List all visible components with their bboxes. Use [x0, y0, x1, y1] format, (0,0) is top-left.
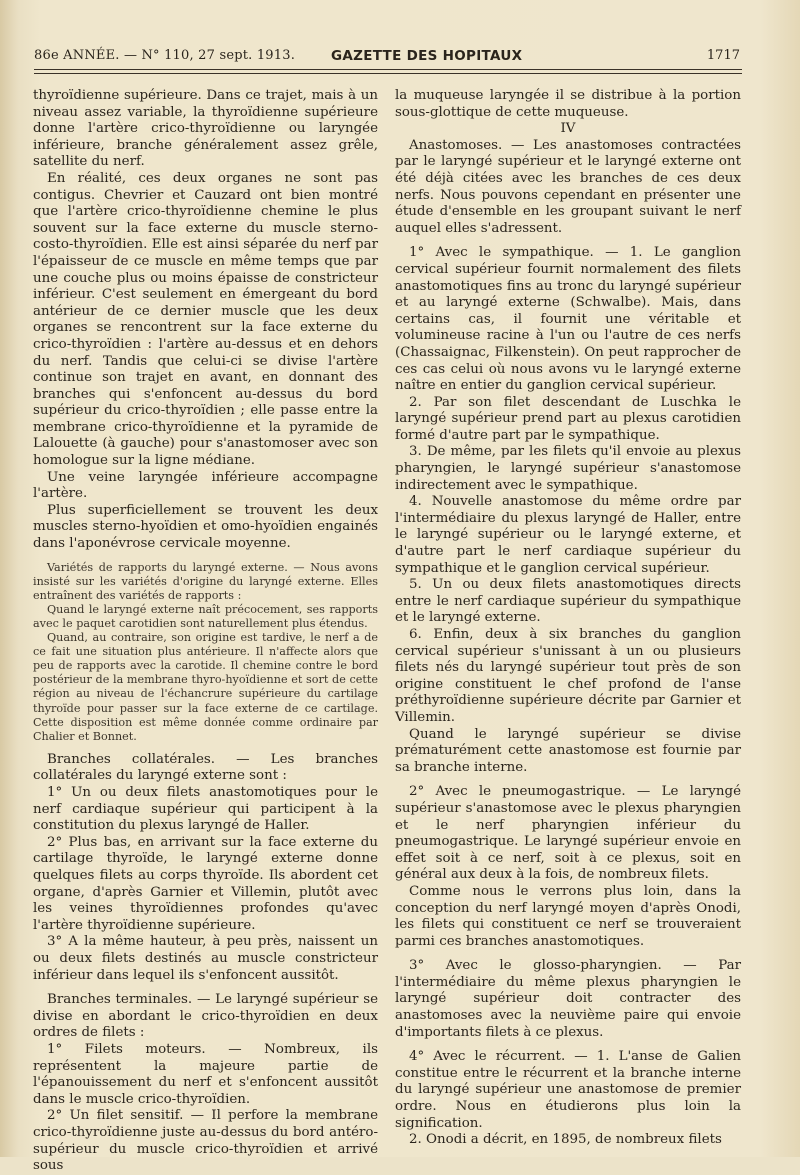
section-paragraph: Branches terminales. — Le laryngé supérieur se divise en abordant le crico-thyroïdien en deux ordres de filets : [33, 992, 378, 1041]
header-rule [34, 69, 742, 70]
paragraph: En réalité, ces deux organes ne sont pas contigus. Chevrier et Cauzard ont bien montré que l'artère crico-thyroïdienne chemine le plus souvent sur la face externe du muscle sterno-costo-thyroïdien. Elle est ainsi séparée du nerf par l'épaisseur de ce muscle en même temps que par une couche plus ou moins épaisse de constricteur inférieur. C'est seulement en émergeant du bord antérieur de ce dernier muscle que les deux organes se rencontrent sur la face externe du crico-thyroïdien : l'artère au-dessus et en dehors du nerf. Tandis que celui-ci se divise l'artère continue son trajet en avant, en donnant des branches qui s'enfoncent au-dessus du bord supérieur du crico-thyroïdien ; elle passe entre la membrane crico-thyroïdienne et la pyramide de Lalouette (à gauche) pour s'anastomoser avec son homologue sur la ligne médiane. [33, 170, 378, 469]
note-paragraph: Quand, au contraire, son origine est tardive, le nerf a de ce fait une situation plus antérieure. Il n'affecte alors que peu de rapports avec la carotide. Il chemine contre le bord postérieur de la membrane thyro-hyoïdienne et sort de cette région au niveau de l'échancrure supérieure du cartilage thyroïde pour passer sur la face externe de ce cartilage. Cette disposition est même donnée comme ordinaire par Chalier et Bonnet. [33, 631, 378, 743]
journal-title: GAZETTE DES HOPITAUX [331, 48, 523, 64]
note-paragraph: Variétés de rapports du laryngé externe. — Nous avons insisté sur les variétés d'origine du laryngé externe. Elles entraînent des variétés de rapports : [33, 560, 378, 602]
subsection-paragraph: 4° Avec le récurrent. — 1. L'anse de Galien constitue entre le récurrent et la branche interne du laryngé supérieur une anastomose de premier ordre. Nous en étudierons plus loin la signification. [395, 1049, 741, 1131]
note-paragraph: Quand le laryngé externe naît précocement, ses rapports avec le paquet carotidien sont naturellement plus étendus. [33, 602, 378, 630]
issue-info: 86e ANNÉE. — N° 110, 27 sept. 1913. [34, 48, 296, 63]
paragraph: 3° A la même hauteur, à peu près, naissent un ou deux filets destinés au muscle constricteur inférieur dans lequel ils s'enfoncent aussitôt. [33, 934, 378, 983]
paragraph: 1° Filets moteurs. — Nombreux, ils représentent la majeure partie de l'épanouissement du nerf et s'enfoncent aussitôt dans le muscle crico-thyroïdien. [33, 1041, 378, 1107]
paragraph: 6. Enfin, deux à six branches du ganglion cervical supérieur s'unissant à un ou plusieurs filets nés du laryngé supérieur tout près de son origine constituent le chef profond de l'anse préthyroïdienne supérieure décrite par Garnier et Villemin. [395, 627, 741, 725]
paragraph: 3. De même, par les filets qu'il envoie au plexus pharyngien, le laryngé supérieur s'anastomose indirectement avec le sympathique. [395, 444, 741, 493]
paragraph: 2. Onodi a décrit, en 1895, de nombreux filets [409, 1132, 722, 1148]
paragraph: 1° Un ou deux filets anastomotiques pour le nerf cardiaque supérieur qui participent à la constitution du plexus laryngé de Haller. [33, 785, 378, 834]
header-rule-thin [34, 73, 742, 74]
paragraph: 4. Nouvelle anastomose du même ordre par l'intermédiaire du plexus laryngé de Haller, entre le laryngé supérieur ou le laryngé externe, et d'autre part le nerf cardiaque supérieur du sympathique et le ganglion cervical supérieur. [395, 494, 741, 576]
page-header [34, 48, 740, 68]
right-column [395, 88, 741, 1149]
page-number: 1717 [706, 48, 740, 63]
paragraph: Une veine laryngée inférieure accompagne l'artère. [33, 469, 378, 502]
section-number: IV [560, 121, 576, 137]
subsection-paragraph: 2° Avec le pneumogastrique. — Le laryngé supérieur s'anastomose avec le plexus pharyngien et le nerf pharyngien inférieur du pneumogastrique. Le laryngé supérieur envoie en effet soit à ce nerf, soit à ce plexus, soit en général aux deux à la fois, de nombreux filets. [395, 784, 741, 883]
paragraph: 2° Plus bas, en arrivant sur la face externe du cartilage thyroïde, le laryngé externe donne quelques filets au corps thyroïde. Ils abordent cet organe, d'après Garnier et Villemin, plutôt avec les veines thyroïdiennes profondes qu'avec l'artère thyroïdienne supérieure. [33, 834, 378, 933]
paragraph: Comme nous le verrons plus loin, dans la conception du nerf laryngé moyen d'après Onodi, les filets qui constituent ce nerf se trouveraient parmi ces branches anastomotiques. [395, 883, 741, 949]
subsection-paragraph: 1° Avec le sympathique. — 1. Le ganglion cervical supérieur fournit normalement des filets anastomotiques fins au tronc du laryngé supérieur et au laryngé externe (Schwalbe). Mais, dans certains cas, il fournit une véritable et volumineuse racine à l'un ou l'autre de ces nerfs (Chassaignac, Filkenstein). On peut rapprocher de ces cas celui où nous avons vu le laryngé externe naître en entier du ganglion cervical supérieur. [395, 245, 741, 394]
paragraph: Quand le laryngé supérieur se divise prématurément cette anastomose est fournie par sa branche interne. [395, 726, 741, 775]
section-paragraph: Branches collatérales. — Les branches collatérales du laryngé externe sont : [33, 751, 378, 784]
subsection-paragraph: 3° Avec le glosso-pharyngien. — Par l'intermédiaire du même plexus pharyngien le laryngé supérieur doit contracter des anastomoses avec la neuvième paire qui envoie d'importants filets à ce plexus. [395, 958, 741, 1040]
left-column [33, 88, 378, 1175]
paragraph: 2° Un filet sensitif. — Il perfore la membrane crico-thyroïdienne juste au-dessus du bord antéro-supérieur du muscle crico-thyroïdien et arrivé sous [33, 1108, 378, 1174]
paragraph: 5. Un ou deux filets anastomotiques directs entre le nerf cardiaque supérieur du sympathique et le laryngé externe. [395, 577, 741, 626]
paragraph: 2. Par son filet descendant de Luschka le laryngé supérieur prend part au plexus carotidien formé d'autre part par le sympathique. [395, 394, 741, 443]
paragraph: thyroïdienne supérieure. Dans ce trajet, mais à un niveau assez variable, la thyroïdienne supérieure donne l'artère crico-thyroïdienne ou laryngée inférieure, branche généralement assez grêle, satellite du nerf. [33, 88, 378, 170]
paragraph: Plus superficiellement se trouvent les deux muscles sterno-hyoïdien et omo-hyoïdien engainés dans l'aponévrose cervicale moyenne. [33, 502, 378, 552]
section-paragraph: Anastomoses. — Les anastomoses contractées par le laryngé supérieur et le laryngé externe ont été déjà citées avec les branches de ces deux nerfs. Nous pouvons cependant en présenter une étude d'ensemble en les groupant suivant le nerf auquel elles s'adressent. [395, 137, 741, 236]
paragraph: la muqueuse laryngée il se distribue à la portion sous-glottique de cette muqueuse. [395, 88, 741, 120]
